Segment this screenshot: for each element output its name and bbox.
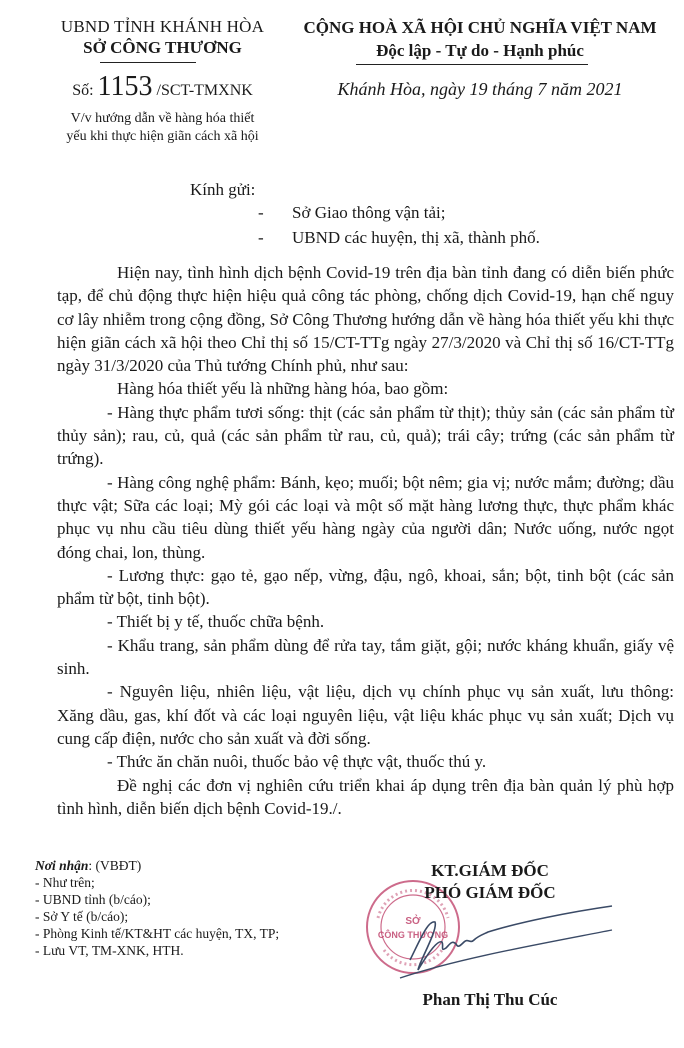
addressee-label: Kính gửi: (190, 180, 256, 199)
place-and-date: Khánh Hòa, ngày 19 tháng 7 năm 2021 (337, 79, 623, 99)
signature-title-2: PHÓ GIÁM ĐỐC (424, 883, 556, 902)
goods-item: - Thiết bị y tế, thuốc chữa bệnh. (107, 612, 325, 632)
svg-text:CÔNG THƯƠNG: CÔNG THƯƠNG (377, 930, 449, 940)
body-text (57, 261, 674, 820)
recipient-item: - Phòng Kinh tế/KT&HT các huyện, TX, TP; (35, 926, 280, 941)
signature-title-1: KT.GIÁM ĐỐC (431, 861, 549, 880)
national-title: CỘNG HOÀ XÃ HỘI CHỦ NGHĨA VIỆT NAM (303, 18, 657, 37)
list-heading: Hàng hóa thiết yếu là những hàng hóa, bao gồm: (117, 379, 449, 399)
bullet-dash: - (258, 228, 264, 247)
national-motto: Độc lập - Tự do - Hạnh phúc (376, 41, 584, 60)
goods-item: - Hàng thực phẩm tươi sống: thịt (các sản phẩm từ thịt); thủy sản (các sản phẩm từ thủy sản); rau, củ, quả (các sản phẩm từ rau, củ, quả); trái cây; trứng (các sản phẩm từ trứng). (57, 402, 674, 469)
goods-item: - Lương thực: gạo tẻ, gạo nếp, vừng, đậu, ngô, khoai, sắn; bột, tinh bột (các sản phẩm từ bột, tinh bột). (57, 565, 674, 609)
subject-line-2: yếu khi thực hiện giãn cách xã hội (66, 129, 259, 144)
issuing-authority: UBND TỈNH KHÁNH HÒA (60, 17, 265, 36)
department-underline (100, 62, 196, 63)
number-suffix: /SCT-TMXNK (156, 82, 253, 99)
addressee-item (258, 203, 445, 223)
subject-line-1: V/v hướng dẫn về hàng hóa thiết (70, 111, 255, 126)
svg-text:SỞ: SỞ (405, 916, 421, 927)
number-prefix: Số: (72, 82, 94, 99)
recipients-label-suffix: : (VBĐT) (88, 858, 142, 873)
recipients-block (35, 857, 279, 959)
recipients-label: Nơi nhận (35, 858, 89, 873)
addressee-text: Sở Giao thông vận tải; (292, 203, 446, 222)
addressee-text: UBND các huyện, thị xã, thành phố. (292, 228, 540, 247)
goods-item: - Hàng công nghệ phẩm: Bánh, kẹo; muối; bột nêm; gia vị; nước mắm; đường; dầu thực vật; Sữa các loại; Mỳ gói các loại và một số mặt hàng lương thực, thực phẩm khác phục vụ nhu cầu tiêu dùng thiết yếu hàng ngày của người dân; Nước uống, nước ngọt đóng chai, lon, thùng. (57, 472, 674, 562)
recipient-item: - Như trên; (35, 875, 95, 890)
addressee-item (258, 228, 540, 248)
recipient-item: - Sở Y tế (b/cáo); (35, 909, 129, 924)
recipient-item: - Lưu VT, TM-XNK, HTH. (35, 943, 184, 958)
intro-paragraph: Hiện nay, tình hình dịch bệnh Covid-19 trên địa bàn tỉnh đang có diễn biến phức tạp, để chủ động thực hiện hiệu quả công tác phòng, chống dịch Covid-19, hạn chế nguy cơ lây nhiễm trong cộng đồng, Sở Công Thương hướng dẫn về hàng hóa thiết yếu khi thực hiện giãn cách xã hội theo Chỉ thị số 15/CT-TTg ngày 27/3/2020 và Chỉ thị số 16/CT-TTg ngày 31/3/2020 của Thủ tướng Chính phủ, như sau: (57, 263, 674, 376)
closing-paragraph: Đề nghị các đơn vị nghiên cứu triển khai áp dụng trên địa bàn quản lý phù hợp tình hình, diễn biến dịch bệnh Covid-19./. (57, 775, 674, 818)
number-value: 1153 (97, 71, 153, 102)
goods-item: - Nguyên liệu, nhiên liệu, vật liệu, dịch vụ chính phục vụ sản xuất, lưu thông: Xăng dầu, gas, khí đốt và các loại nguyên liệu, vật liệu khác phục vụ sản xuất; Dịch vụ cung cấp điện, nước cho sản xuất và đời sống. (57, 682, 674, 748)
issuing-department: SỞ CÔNG THƯƠNG (83, 38, 242, 57)
goods-item: - Thức ăn chăn nuôi, thuốc bảo vệ thực vật, thuốc thú y. (107, 752, 487, 772)
recipients-heading (35, 857, 279, 874)
motto-underline (356, 64, 588, 65)
document-subject (0, 110, 325, 146)
handwritten-signature (377, 900, 620, 990)
signer-name: Phan Thị Thu Cúc (422, 990, 558, 1009)
goods-item: - Khẩu trang, sản phẩm dùng để rửa tay, tắm giặt, gội; nước kháng khuẩn, giấy vệ sinh. (57, 635, 674, 679)
document-number (0, 71, 325, 103)
bullet-dash: - (258, 203, 264, 222)
recipient-item: - UBND tỉnh (b/cáo); (35, 892, 151, 907)
